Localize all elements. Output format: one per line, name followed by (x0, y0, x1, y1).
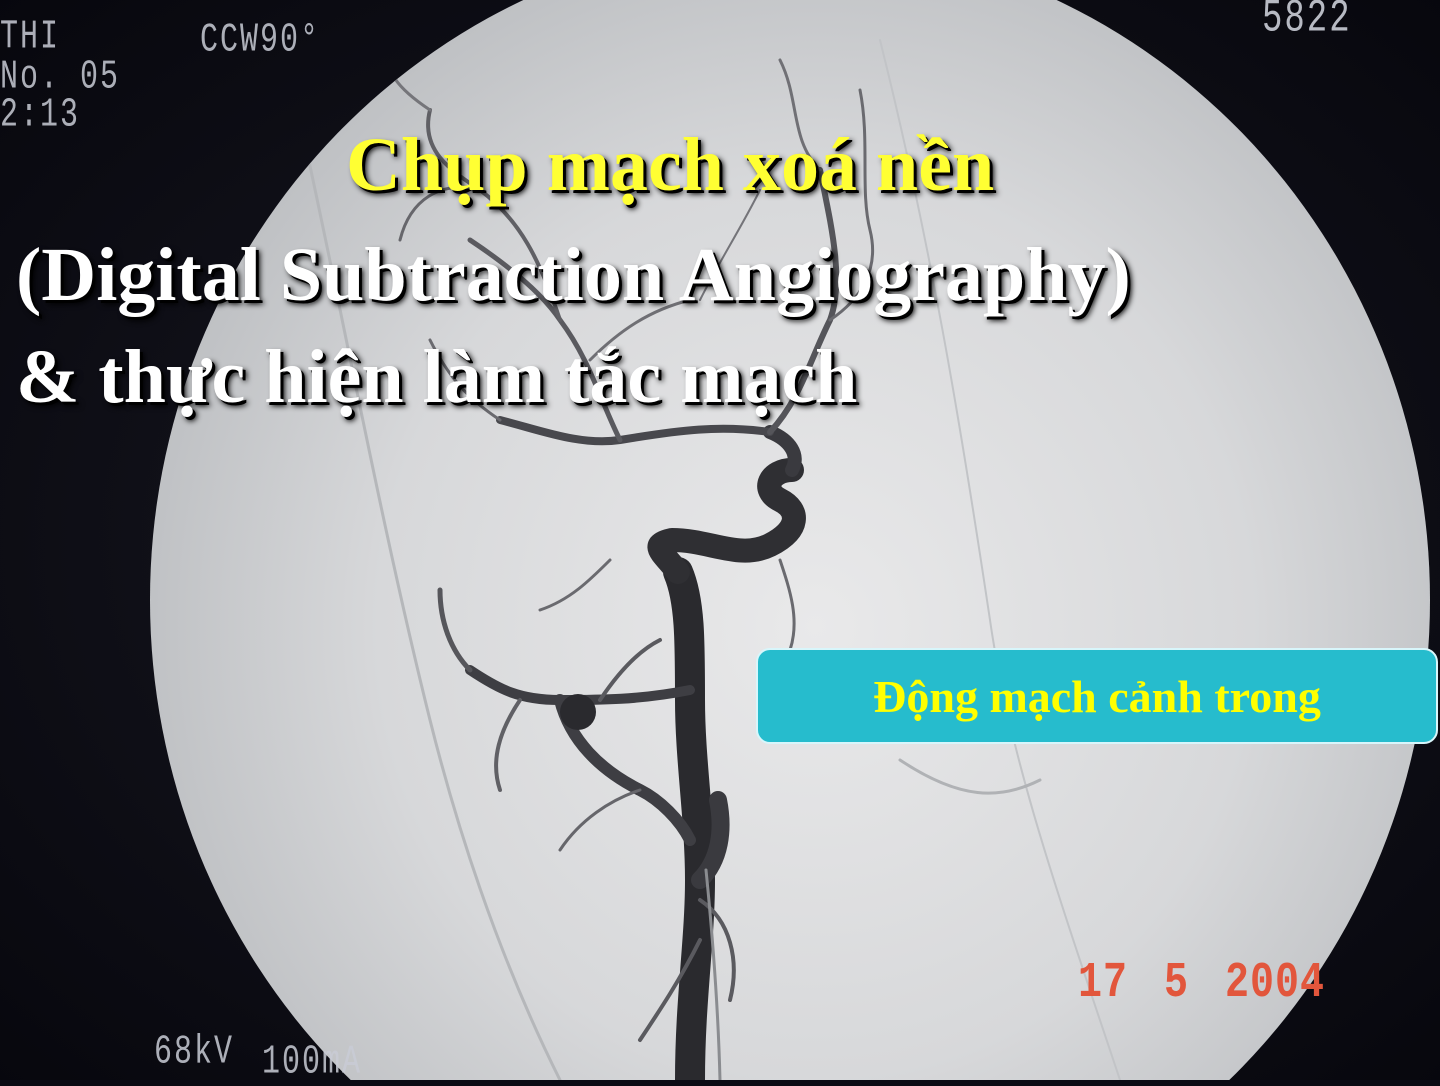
scan-date (1078, 956, 1325, 1012)
title-line-1: Chụp mạch xoá nền (346, 123, 995, 207)
scan-date-month: 5 (1164, 956, 1190, 1013)
scan-id-label: 5822 (1262, 0, 1352, 46)
scan-ma-label: 100mA (262, 1040, 363, 1086)
callout-label: Động mạch cảnh trong (873, 670, 1321, 722)
callout-box (756, 648, 1438, 744)
scan-date-year: 2004 (1225, 956, 1326, 1013)
scan-kv-label: 68kV (154, 1030, 235, 1076)
title-line-3: & thực hiện làm tắc mạch (16, 335, 858, 419)
scan-date-day: 17 (1078, 956, 1129, 1013)
scan-overlay-line1: THI (0, 15, 61, 62)
title-line-2: (Digital Subtraction Angiography) (16, 233, 1131, 317)
scan-rotation-label: CCW90° (200, 18, 321, 64)
scan-overlay-line3: 2:13 (0, 93, 81, 140)
scan-overlay-line2: No. 05 (0, 55, 121, 102)
